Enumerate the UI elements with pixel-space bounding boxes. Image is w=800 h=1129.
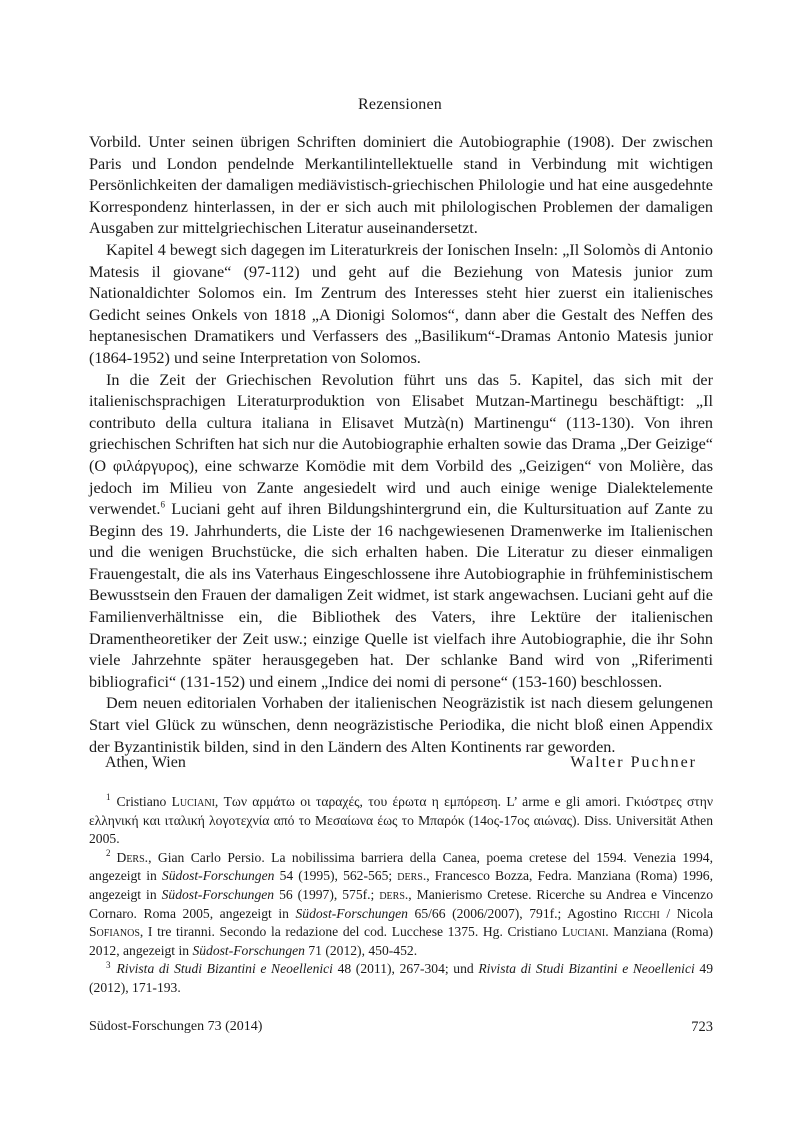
footnotes <box>89 793 713 998</box>
review-body <box>89 132 713 758</box>
footnote-1: $^1$ Cristiano Luciani, Των αρμάτω οι ταραχές, του έρωτα η εμπόρεση. L’ arme e gli amori. Γκιόστρες στην ελληνική και ιταλική λογοτεχνία από το Μεσαίωνα έως το Μπαρόκ (14ος-17ος αιώνας). Diss. Universität Athen 2005. <box>89 792 713 847</box>
running-head: Rezensionen <box>358 96 442 113</box>
journal-title: Südost-Forschungen <box>295 905 408 921</box>
footnote-number: 2 <box>106 848 111 859</box>
paragraph-2: Kapitel 4 bewegt sich dagegen im Literaturkreis der Ionischen Inseln: „Il Solomòs di Antonio Matesis il giovane“ (97-112) und geht auf die Beziehung von Matesis junior zum Nationaldichter Solomos ein. Im Zentrum des Interesses steht hier zuerst ein italienisches Gedicht seines Onkels von 1818 „A Dionigi Solomos“, dann aber die Gestalt des Neffen des heptanesischen Dramatikers und Verfassers des „Basilikum“-Dramas Antonio Matesis junior (1864-1952) und seine Interpretation von Solomos. <box>89 240 713 367</box>
signature-author: Walter Puchner <box>570 754 697 771</box>
footnote-3: $^3$ Rivista di Studi Bizantini e Neoellenici 48 (2011), 267-304; und Rivista di Studi Bizantini e Neoellenici 49 (2012), 171-193. <box>89 959 713 995</box>
journal-citation: Südost-Forschungen 73 (2014) <box>89 1019 263 1034</box>
footnote-2: $^2$ Ders., Gian Carlo Persio. La nobilissima barriera della Canea, poema cretese del 1594. Venezia 1994, angezeigt in Südost-Forschungen 54 (1995), 562-565; ders., Francesco Bozza, Fedra. Manziana (Roma) 1996, angezeigt in Südost-Forschungen 56 (1997), 575f.; ders., Manierismo Cretese. Ricerche su Andrea e Vincenzo Cornaro. Roma 2005, angezeigt in Südost-Forschungen 65/66 (2006/2007), 791f.; Agostino Ricchi / Nicola Sofianos, I tre tiranni. Secondo la redazione del cod. Lucchese 1375. Hg. Cristiano Luciani. Manziana (Roma) 2012, angezeigt in Südost-Forschungen 71 (2012), 450-452. <box>89 848 713 958</box>
page-footer <box>89 1019 713 1036</box>
journal-title: Rivista di Studi Bizantini e Neoellenici <box>478 961 695 977</box>
journal-title: Südost-Forschungen <box>192 942 305 958</box>
journal-title: Südost-Forschungen <box>161 886 275 902</box>
footnote-ref-6[interactable]: 6 <box>160 499 165 510</box>
paragraph-3-part-b: Luciani geht auf ihren Bildungshintergrund ein, die Kultursituation auf Zante zu Beginn des 19. Jahrhunderts, die Liste der 16 nachgewiesenen Dramenwerke im Italienischen und die wenigen Bruchstücke, die sich erhalten haben. Die Literatur zu dieser einmaligen Frauengestalt, die als ins Vaterhaus Eingeschlossene ihre Autobiographie in frühfeministischem Bewusstsein den Frauen der damaligen Zeit widmet, ist stark angewachsen. Luciani geht auf die Familienverhältnisse ein, die Bibliothek des Vaters, ihre Lektüre der italienischen Dramentheoretiker der Zeit usw.; einzige Quelle ist vielfach ihre Autobiographie, die ihr Sohn viele Jahrzehnte später herausgegeben hat. Der schlanke Band wird von „Riferimenti bibliografici“ (131-152) und einem „Indice dei nomi di persone“ (153-160) beschlossen. <box>89 500 713 691</box>
page-number: 723 <box>691 1019 713 1035</box>
signature-line <box>105 754 697 772</box>
paragraph-4: Dem neuen editorialen Vorhaben der italienischen Neogräzistik ist nach diesem gelungenen Start viel Glück zu wünschen, denn neogräzistische Periodika, die nicht bloß einen Appendix der Byzantinistik bilden, sind in den Ländern des Alten Kontinents rar geworden. <box>89 694 713 756</box>
journal-title: Südost-Forschungen <box>161 868 275 884</box>
footnote-number: 1 <box>106 792 111 803</box>
author-name: Luciani <box>171 794 215 809</box>
paragraph-1: Vorbild. Unter seinen übrigen Schriften dominiert die Autobiographie (1908). Der zwischen Paris und London pendelnde Merkantilintellektuelle stand in Verbindung mit wichtigen Persönlichkeiten der damaligen mediävistisch-griechischen Philologie und hat eine ausgedehnte Korrespondenz hinterlassen, in der er sich auch mit philologischen Problemen der damaligen Ausgaben zur mittelgriechischen Literatur auseinandersetzt. <box>89 133 713 238</box>
footnote-number: 3 <box>106 959 111 970</box>
paragraph-3 <box>89 370 713 694</box>
journal-title: Rivista di Studi Bizantini e Neoellenici <box>116 961 333 977</box>
signature-place: Athen, Wien <box>105 754 186 771</box>
paragraph-3-part-a: In die Zeit der Griechischen Revolution führt uns das 5. Kapitel, das sich mit der italienischsprachigen Literaturproduktion von Elisabet Mutzan-Martinegu beschäftigt: „Il contributo della cultura italiana in Elisavet Mutzà(n) Martinengu“ (113-130). Von ihren griechischen Schriften hat sich nur die Autobiographie erhalten sowie das Drama „Der Geizige“ (Ο φιλάργυρος), eine schwarze Komödie mit dem Vorbild des „Geizigen“ von Molière, das jedoch im Milieu von Zante angesiedelt wird und auch einige wenige Dialektelemente verwendet. <box>89 370 713 519</box>
